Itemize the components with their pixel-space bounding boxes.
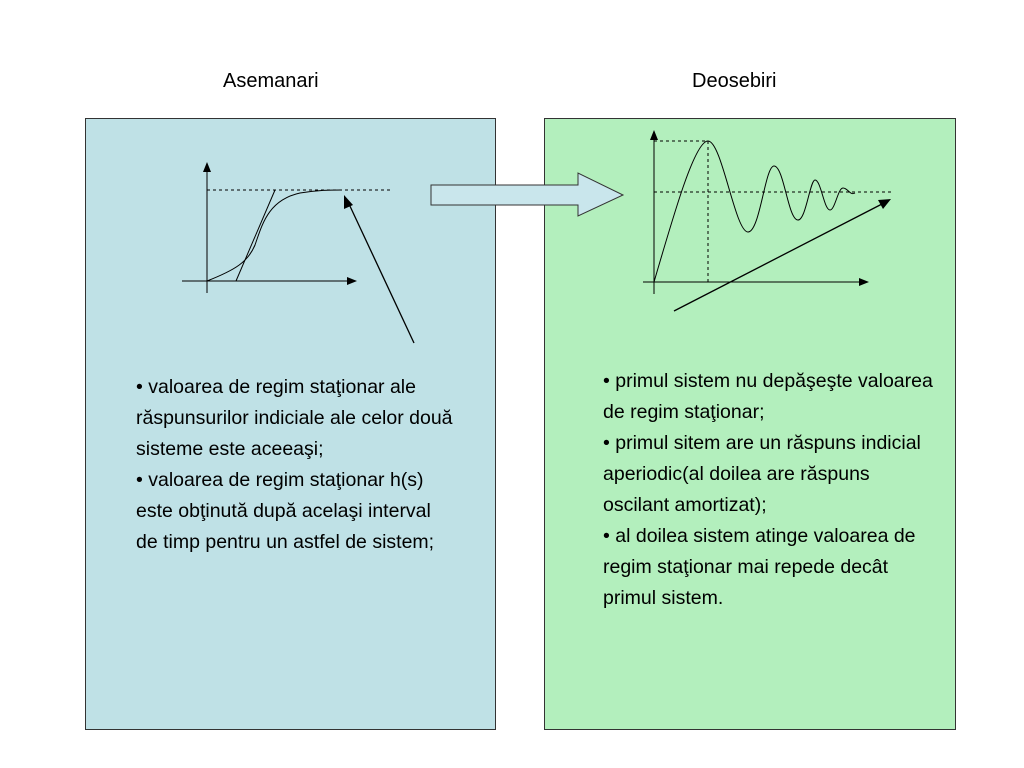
oscillating-response-graph — [643, 130, 893, 294]
left-response-curve — [207, 190, 342, 281]
left-x-axis-arrowhead — [347, 277, 357, 285]
right-response-curve — [654, 141, 855, 282]
heading-deosebiri: Deosebiri — [692, 70, 777, 92]
left-y-axis-arrowhead — [203, 162, 211, 172]
right-x-axis-arrowhead — [859, 278, 869, 286]
heading-asemanari: Asemanari — [223, 70, 319, 92]
list-item: • valoarea de regim staţionar h(s) este obţinută după acelaşi interval de timp pentru un astfel de sistem; — [136, 465, 456, 558]
connector-arrow — [431, 173, 623, 216]
trend-arrow — [674, 199, 891, 311]
right-y-axis-arrowhead — [650, 130, 658, 140]
list-item: • primul sitem are un răspuns indicial aperiodic(al doilea are răspuns oscilant amortizat); — [603, 428, 933, 521]
list-item: • valoarea de regim staţionar ale răspunsurilor indiciale ale celor două sisteme este aceeaşi; — [136, 372, 456, 465]
pointer-arrow — [344, 195, 414, 343]
list-item: • al doilea sistem atinge valoarea de regim staţionar mai repede decât primul sistem. — [603, 521, 933, 614]
differences-list — [603, 366, 933, 614]
list-item: • primul sistem nu depăşeşte valoarea de regim staţionar; — [603, 366, 933, 428]
left-tangent-line — [236, 190, 275, 281]
similarities-list — [136, 372, 456, 558]
